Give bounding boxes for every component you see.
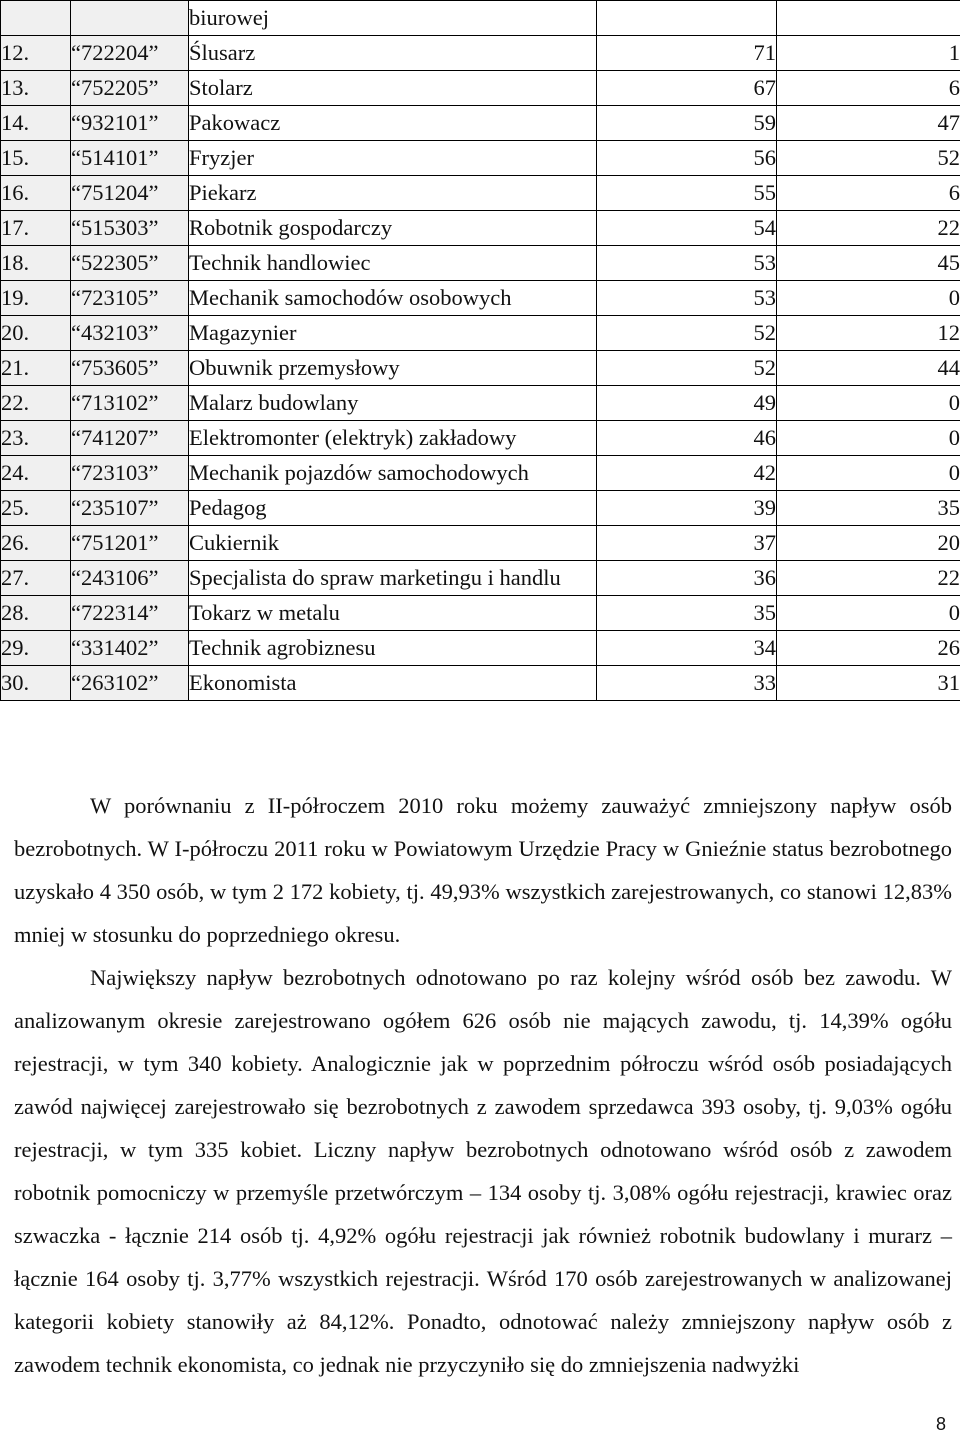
table-row	[1, 316, 960, 351]
row-number-cell: 20.	[1, 316, 71, 351]
table-row	[1, 246, 960, 281]
count-secondary-cell: 45	[777, 246, 960, 281]
row-number-cell: 12.	[1, 36, 71, 71]
table-row	[1, 36, 960, 71]
count-total-cell: 33	[597, 666, 777, 701]
count-total-cell: 36	[597, 561, 777, 596]
row-number-cell: 29.	[1, 631, 71, 666]
count-secondary-cell: 6	[777, 71, 960, 106]
occupation-name-cell: Ekonomista	[189, 666, 597, 701]
count-total-cell: 55	[597, 176, 777, 211]
occupation-name-cell: Ślusarz	[189, 36, 597, 71]
row-number-cell: 27.	[1, 561, 71, 596]
occupation-name-cell: Technik handlowiec	[189, 246, 597, 281]
occupation-code-cell: “331402”	[71, 631, 189, 666]
table-row	[1, 106, 960, 141]
count-total-cell: 42	[597, 456, 777, 491]
count-total-cell: 56	[597, 141, 777, 176]
table-row	[1, 491, 960, 526]
count-secondary-cell: 22	[777, 211, 960, 246]
paragraph-1: W porównaniu z II-półroczem 2010 roku możemy zauważyć zmniejszony napływ osób bezrobotnych. W I-półroczu 2011 roku w Powiatowym Urzędzie Pracy w Gnieźnie status bezrobotnego uzyskało 4 350 osób, w tym 2 172 kobiety, tj. 49,93% wszystkich zarejestrowanych, co stanowi 12,83% mniej w stosunku do poprzedniego okresu.	[14, 793, 952, 947]
row-number-cell: 18.	[1, 246, 71, 281]
count-total-cell: 53	[597, 246, 777, 281]
code-cell-empty	[71, 1, 189, 36]
table-row	[1, 421, 960, 456]
occupation-code-cell: “751204”	[71, 176, 189, 211]
occupation-name-cell: Robotnik gospodarczy	[189, 211, 597, 246]
count-total-cell: 46	[597, 421, 777, 456]
occupation-table-body	[1, 1, 960, 701]
count-total-cell: 34	[597, 631, 777, 666]
occupation-code-cell: “722314”	[71, 596, 189, 631]
occupation-name-cell: Malarz budowlany	[189, 386, 597, 421]
occupation-name-cell: Stolarz	[189, 71, 597, 106]
count-secondary-cell: 22	[777, 561, 960, 596]
occupation-name-cell: Specjalista do spraw marketingu i handlu	[189, 561, 597, 596]
count-secondary-cell: 31	[777, 666, 960, 701]
table-row	[1, 561, 960, 596]
count-secondary-cell: 0	[777, 456, 960, 491]
occupation-name-cell: Tokarz w metalu	[189, 596, 597, 631]
count-total-cell: 59	[597, 106, 777, 141]
occupation-code-cell: “713102”	[71, 386, 189, 421]
row-number-cell: 28.	[1, 596, 71, 631]
row-number-cell: 23.	[1, 421, 71, 456]
occupation-code-cell: “932101”	[71, 106, 189, 141]
occupation-code-cell: “243106”	[71, 561, 189, 596]
paragraph-2: Największy napływ bezrobotnych odnotowano po raz kolejny wśród osób bez zawodu. W analizowanym okresie zarejestrowano ogółem 626 osób nie mających zawodu, tj. 14,39% ogółu rejestracji, w tym 340 kobiety. Analogicznie jak w poprzednim półroczu wśród osób posiadających zawód najwięcej zarejestrowało się bezrobotnych z zawodem sprzedawca 393 osoby, tj. 9,03% ogółu rejestracji, w tym 335 kobiet. Liczny napływ bezrobotnych odnotowano wśród osób z zawodem robotnik pomocniczy w przemyśle przetwórczym – 134 osoby tj. 3,08% ogółu rejestracji, krawiec oraz szwaczka - łącznie 214 osób tj. 4,92% ogółu rejestracji jak również robotnik budowlany i murarz – łącznie 164 osoby tj. 3,77% wszystkich rejestracji. Wśród 170 osób zarejestrowanych w analizowanej kategorii kobiety stanowiły aż 84,12%. Ponadto, odnotować należy zmniejszony napływ osób z zawodem technik ekonomista, co jednak nie przyczyniło się do zmniejszenia nadwyżki	[14, 965, 952, 1377]
occupation-name-cell: biurowej	[189, 1, 597, 36]
lp-cell-empty	[1, 1, 71, 36]
table-row	[1, 666, 960, 701]
count-total-cell: 53	[597, 281, 777, 316]
row-number-cell: 15.	[1, 141, 71, 176]
row-number-cell: 16.	[1, 176, 71, 211]
occupation-table	[0, 0, 960, 701]
table-row	[1, 141, 960, 176]
table-row	[1, 281, 960, 316]
row-number-cell: 24.	[1, 456, 71, 491]
occupation-name-cell: Pedagog	[189, 491, 597, 526]
occupation-code-cell: “722204”	[71, 36, 189, 71]
count-secondary-cell: 20	[777, 526, 960, 561]
table-row	[1, 386, 960, 421]
occupation-name-cell: Piekarz	[189, 176, 597, 211]
count-secondary-cell: 0	[777, 596, 960, 631]
occupation-code-cell: “235107”	[71, 491, 189, 526]
count-cell-empty	[597, 1, 777, 36]
table-row	[1, 526, 960, 561]
occupation-code-cell: “432103”	[71, 316, 189, 351]
row-number-cell: 22.	[1, 386, 71, 421]
occupation-code-cell: “723105”	[71, 281, 189, 316]
occupation-name-cell: Pakowacz	[189, 106, 597, 141]
count-total-cell: 52	[597, 351, 777, 386]
occupation-name-cell: Mechanik pojazdów samochodowych	[189, 456, 597, 491]
body-text	[14, 784, 952, 1386]
row-number-cell: 30.	[1, 666, 71, 701]
occupation-name-cell: Magazynier	[189, 316, 597, 351]
count-secondary-cell: 47	[777, 106, 960, 141]
row-number-cell: 17.	[1, 211, 71, 246]
table-row	[1, 176, 960, 211]
row-number-cell: 25.	[1, 491, 71, 526]
count-secondary-cell: 0	[777, 421, 960, 456]
row-number-cell: 13.	[1, 71, 71, 106]
occupation-code-cell: “753605”	[71, 351, 189, 386]
occupation-code-cell: “723103”	[71, 456, 189, 491]
count-secondary-cell: 52	[777, 141, 960, 176]
count-total-cell: 71	[597, 36, 777, 71]
occupation-code-cell: “263102”	[71, 666, 189, 701]
occupation-code-cell: “751201”	[71, 526, 189, 561]
table-row	[1, 211, 960, 246]
occupation-name-cell: Technik agrobiznesu	[189, 631, 597, 666]
row-number-cell: 19.	[1, 281, 71, 316]
count-total-cell: 49	[597, 386, 777, 421]
occupation-name-cell: Obuwnik przemysłowy	[189, 351, 597, 386]
occupation-code-cell: “741207”	[71, 421, 189, 456]
row-number-cell: 14.	[1, 106, 71, 141]
table-row	[1, 631, 960, 666]
count-secondary-cell: 0	[777, 386, 960, 421]
table-row	[1, 596, 960, 631]
table-row	[1, 456, 960, 491]
count-secondary-cell: 12	[777, 316, 960, 351]
row-number-cell: 21.	[1, 351, 71, 386]
table-row	[1, 71, 960, 106]
occupation-code-cell: “522305”	[71, 246, 189, 281]
count-secondary-cell: 26	[777, 631, 960, 666]
count-total-cell: 52	[597, 316, 777, 351]
table-row-continued	[1, 1, 960, 36]
occupation-code-cell: “752205”	[71, 71, 189, 106]
count-cell-empty	[777, 1, 960, 36]
page-number: 8	[935, 1414, 946, 1434]
occupation-name-cell: Fryzjer	[189, 141, 597, 176]
count-total-cell: 67	[597, 71, 777, 106]
count-total-cell: 54	[597, 211, 777, 246]
occupation-name-cell: Cukiernik	[189, 526, 597, 561]
count-secondary-cell: 1	[777, 36, 960, 71]
count-secondary-cell: 6	[777, 176, 960, 211]
table-row	[1, 351, 960, 386]
count-total-cell: 39	[597, 491, 777, 526]
occupation-code-cell: “515303”	[71, 211, 189, 246]
row-number-cell: 26.	[1, 526, 71, 561]
occupation-name-cell: Mechanik samochodów osobowych	[189, 281, 597, 316]
occupation-name-cell: Elektromonter (elektryk) zakładowy	[189, 421, 597, 456]
count-secondary-cell: 35	[777, 491, 960, 526]
count-secondary-cell: 44	[777, 351, 960, 386]
count-secondary-cell: 0	[777, 281, 960, 316]
count-total-cell: 37	[597, 526, 777, 561]
occupation-code-cell: “514101”	[71, 141, 189, 176]
count-total-cell: 35	[597, 596, 777, 631]
